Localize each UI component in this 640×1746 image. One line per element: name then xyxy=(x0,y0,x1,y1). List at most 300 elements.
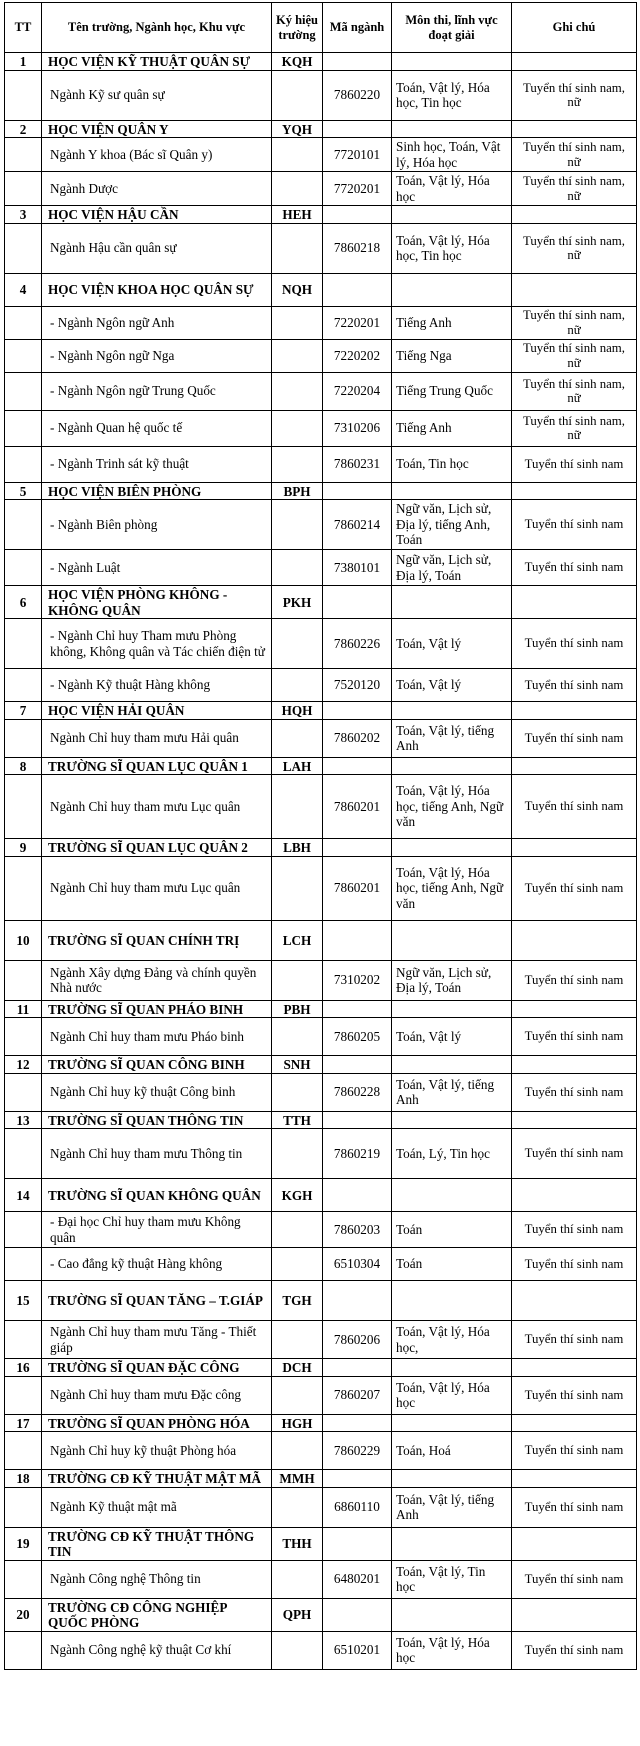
major-row xyxy=(5,1129,637,1179)
major-row xyxy=(5,306,637,339)
row-number: 5 xyxy=(5,482,42,500)
major-code xyxy=(323,757,392,775)
row-number xyxy=(5,619,42,669)
row-number xyxy=(5,856,42,920)
major-code: 7520120 xyxy=(323,669,392,702)
note: Tuyển thí sinh nam xyxy=(512,1376,637,1414)
subjects: Toán, Vật lý, Hóa học, tiếng Anh, Ngữ văn xyxy=(392,775,512,839)
row-number: 4 xyxy=(5,273,42,306)
note: Tuyển thí sinh nam, nữ xyxy=(512,70,637,120)
major-code: 6510201 xyxy=(323,1631,392,1669)
row-number: 20 xyxy=(5,1598,42,1631)
note xyxy=(512,920,637,960)
subjects: Ngữ văn, Lịch sử, Địa lý, Toán xyxy=(392,960,512,1000)
school-row xyxy=(5,482,637,500)
major-code: 7310206 xyxy=(323,410,392,446)
school-name: TRƯỜNG CĐ KỸ THUẬT THÔNG TIN xyxy=(42,1527,272,1560)
school-name: TRƯỜNG SĨ QUAN PHÁO BINH xyxy=(42,1000,272,1018)
subjects xyxy=(392,482,512,500)
major-code: 7860218 xyxy=(323,223,392,273)
subjects xyxy=(392,1414,512,1432)
major-name: Ngành Chỉ huy tham mưu Đặc công xyxy=(42,1376,272,1414)
note: Tuyển thí sinh nam, nữ xyxy=(512,223,637,273)
school-name: HỌC VIỆN QUÂN Y xyxy=(42,120,272,138)
major-code: 6860110 xyxy=(323,1487,392,1527)
major-row xyxy=(5,1018,637,1056)
major-row xyxy=(5,70,637,120)
note: Tuyển thí sinh nam xyxy=(512,1560,637,1598)
subjects xyxy=(392,206,512,224)
school-code: MMH xyxy=(272,1470,323,1488)
row-number: 10 xyxy=(5,920,42,960)
row-number: 12 xyxy=(5,1056,42,1074)
major-row xyxy=(5,138,637,172)
row-number xyxy=(5,550,42,586)
major-code: 7860201 xyxy=(323,856,392,920)
row-number: 3 xyxy=(5,206,42,224)
major-code xyxy=(323,1359,392,1377)
school-code: SNH xyxy=(272,1056,323,1074)
row-number: 1 xyxy=(5,53,42,71)
subjects: Toán, Vật lý xyxy=(392,619,512,669)
row-number: 18 xyxy=(5,1470,42,1488)
major-row xyxy=(5,1073,637,1111)
school-name: TRƯỜNG SĨ QUAN CHÍNH TRỊ xyxy=(42,920,272,960)
school-row xyxy=(5,1527,637,1560)
subjects xyxy=(392,1111,512,1129)
major-name: Ngành Chỉ huy tham mưu Tăng - Thiết giáp xyxy=(42,1321,272,1359)
major-code: 7860228 xyxy=(323,1073,392,1111)
major-name: Ngành Xây dựng Đảng và chính quyền Nhà nước xyxy=(42,960,272,1000)
school-name: HỌC VIỆN HẢI QUÂN xyxy=(42,702,272,720)
school-row xyxy=(5,120,637,138)
major-code xyxy=(323,53,392,71)
school-code: LCH xyxy=(272,920,323,960)
row-number xyxy=(5,70,42,120)
row-number xyxy=(5,1018,42,1056)
major-name: Ngành Chỉ huy kỹ thuật Công binh xyxy=(42,1073,272,1111)
row-number xyxy=(5,1212,42,1248)
school-code: THH xyxy=(272,1527,323,1560)
major-code xyxy=(323,839,392,857)
major-row xyxy=(5,775,637,839)
school-code: BPH xyxy=(272,482,323,500)
row-number xyxy=(5,1129,42,1179)
subjects: Ngữ văn, Lịch sử, Địa lý, Toán xyxy=(392,550,512,586)
major-name: - Ngành Quan hệ quốc tế xyxy=(42,410,272,446)
major-name: Ngành Chỉ huy tham mưu Hải quân xyxy=(42,719,272,757)
subjects: Tiếng Nga xyxy=(392,339,512,372)
major-code xyxy=(323,586,392,619)
major-row xyxy=(5,550,637,586)
school-name: TRƯỜNG SĨ QUAN PHÒNG HÓA xyxy=(42,1414,272,1432)
school-row xyxy=(5,1359,637,1377)
major-name: Ngành Chỉ huy kỹ thuật Phòng hóa xyxy=(42,1432,272,1470)
school-row xyxy=(5,53,637,71)
major-row xyxy=(5,1321,637,1359)
school-name: HỌC VIỆN KHOA HỌC QUÂN SỰ xyxy=(42,273,272,306)
subjects: Ngữ văn, Lịch sử, Địa lý, tiếng Anh, Toán xyxy=(392,500,512,550)
school-code xyxy=(272,372,323,410)
major-code: 7860207 xyxy=(323,1376,392,1414)
note xyxy=(512,1281,637,1321)
note xyxy=(512,586,637,619)
school-code: PBH xyxy=(272,1000,323,1018)
row-number: 11 xyxy=(5,1000,42,1018)
school-name: TRƯỜNG SĨ QUAN LỤC QUÂN 1 xyxy=(42,757,272,775)
row-number xyxy=(5,223,42,273)
note xyxy=(512,1598,637,1631)
major-code: 7860203 xyxy=(323,1212,392,1248)
note: Tuyển thí sinh nam xyxy=(512,960,637,1000)
table-body xyxy=(5,53,637,1670)
row-number xyxy=(5,1487,42,1527)
subjects: Tiếng Anh xyxy=(392,306,512,339)
note xyxy=(512,120,637,138)
subjects: Toán, Vật lý, Hóa học xyxy=(392,1376,512,1414)
school-code: HEH xyxy=(272,206,323,224)
note xyxy=(512,1056,637,1074)
row-number xyxy=(5,138,42,172)
subjects xyxy=(392,1359,512,1377)
school-code xyxy=(272,1018,323,1056)
school-name: HỌC VIỆN PHÒNG KHÔNG - KHÔNG QUÂN xyxy=(42,586,272,619)
subjects: Toán, Vật lý, Hóa học xyxy=(392,1631,512,1669)
note: Tuyển thí sinh nam xyxy=(512,1248,637,1281)
subjects xyxy=(392,1527,512,1560)
school-row xyxy=(5,839,637,857)
row-number: 9 xyxy=(5,839,42,857)
school-row xyxy=(5,1470,637,1488)
major-code xyxy=(323,1414,392,1432)
major-code: 7310202 xyxy=(323,960,392,1000)
school-name: TRƯỜNG CĐ KỸ THUẬT MẬT MÃ xyxy=(42,1470,272,1488)
row-number xyxy=(5,446,42,482)
major-code xyxy=(323,1000,392,1018)
document xyxy=(4,2,636,1670)
school-code xyxy=(272,619,323,669)
row-number: 17 xyxy=(5,1414,42,1432)
note xyxy=(512,53,637,71)
major-code xyxy=(323,1470,392,1488)
note xyxy=(512,1470,637,1488)
subjects: Toán, Vật lý, Hóa học, Tin học xyxy=(392,70,512,120)
school-code: HGH xyxy=(272,1414,323,1432)
major-name: Ngành Chỉ huy tham mưu Pháo binh xyxy=(42,1018,272,1056)
row-number xyxy=(5,775,42,839)
row-number: 7 xyxy=(5,702,42,720)
note xyxy=(512,1359,637,1377)
subjects: Tiếng Anh xyxy=(392,410,512,446)
major-row xyxy=(5,1560,637,1598)
school-code xyxy=(272,339,323,372)
major-name: Ngành Công nghệ Thông tin xyxy=(42,1560,272,1598)
major-row xyxy=(5,446,637,482)
major-name: - Ngành Luật xyxy=(42,550,272,586)
school-name: TRƯỜNG SĨ QUAN ĐẶC CÔNG xyxy=(42,1359,272,1377)
header-code: Ký hiệu trường xyxy=(272,3,323,53)
row-number: 16 xyxy=(5,1359,42,1377)
subjects xyxy=(392,1179,512,1212)
subjects: Toán xyxy=(392,1212,512,1248)
subjects: Toán, Vật lý, Hóa học, tiếng Anh, Ngữ văn xyxy=(392,856,512,920)
major-code: 7720201 xyxy=(323,172,392,206)
major-code: 6510304 xyxy=(323,1248,392,1281)
school-code: HQH xyxy=(272,702,323,720)
major-name: Ngành Chỉ huy tham mưu Lục quân xyxy=(42,856,272,920)
major-code xyxy=(323,120,392,138)
major-row xyxy=(5,669,637,702)
row-number xyxy=(5,1560,42,1598)
row-number xyxy=(5,172,42,206)
note xyxy=(512,206,637,224)
subjects: Tiếng Trung Quốc xyxy=(392,372,512,410)
subjects xyxy=(392,1470,512,1488)
subjects: Sinh học, Toán, Vật lý, Hóa học xyxy=(392,138,512,172)
subjects xyxy=(392,839,512,857)
major-name: - Ngành Chỉ huy Tham mưu Phòng không, Không quân và Tác chiến điện tử xyxy=(42,619,272,669)
major-name: - Cao đẳng kỹ thuật Hàng không xyxy=(42,1248,272,1281)
note: Tuyển thí sinh nam xyxy=(512,550,637,586)
row-number xyxy=(5,669,42,702)
note: Tuyển thí sinh nam xyxy=(512,719,637,757)
major-code: 7220201 xyxy=(323,306,392,339)
note: Tuyển thí sinh nam xyxy=(512,1073,637,1111)
major-row xyxy=(5,856,637,920)
major-name: - Ngành Biên phòng xyxy=(42,500,272,550)
school-code: KQH xyxy=(272,53,323,71)
row-number xyxy=(5,1248,42,1281)
row-number xyxy=(5,306,42,339)
major-code xyxy=(323,482,392,500)
school-name: TRƯỜNG SĨ QUAN THÔNG TIN xyxy=(42,1111,272,1129)
note: Tuyển thí sinh nam xyxy=(512,1432,637,1470)
note: Tuyển thí sinh nam, nữ xyxy=(512,138,637,172)
subjects: Toán, Vật lý xyxy=(392,1018,512,1056)
row-number: 8 xyxy=(5,757,42,775)
subjects: Toán, Vật lý, tiếng Anh xyxy=(392,719,512,757)
note: Tuyển thí sinh nam xyxy=(512,1487,637,1527)
major-code: 7860214 xyxy=(323,500,392,550)
note xyxy=(512,1179,637,1212)
note: Tuyển thí sinh nam xyxy=(512,856,637,920)
major-code: 7860219 xyxy=(323,1129,392,1179)
major-name: - Ngành Kỹ thuật Hàng không xyxy=(42,669,272,702)
school-code xyxy=(272,172,323,206)
major-code xyxy=(323,206,392,224)
header-name: Tên trường, Ngành học, Khu vực xyxy=(42,3,272,53)
school-code xyxy=(272,500,323,550)
school-code xyxy=(272,1129,323,1179)
school-row xyxy=(5,702,637,720)
major-code: 6480201 xyxy=(323,1560,392,1598)
major-name: Ngành Hậu cần quân sự xyxy=(42,223,272,273)
major-name: - Ngành Ngôn ngữ Nga xyxy=(42,339,272,372)
school-name: HỌC VIỆN KỸ THUẬT QUÂN SỰ xyxy=(42,53,272,71)
major-row xyxy=(5,960,637,1000)
major-code: 7860220 xyxy=(323,70,392,120)
major-code: 7860202 xyxy=(323,719,392,757)
row-number xyxy=(5,410,42,446)
note: Tuyển thí sinh nam xyxy=(512,1631,637,1669)
note: Tuyển thí sinh nam, nữ xyxy=(512,410,637,446)
major-row xyxy=(5,1376,637,1414)
major-code: 7220202 xyxy=(323,339,392,372)
major-code xyxy=(323,1179,392,1212)
row-number: 14 xyxy=(5,1179,42,1212)
note: Tuyển thí sinh nam xyxy=(512,1321,637,1359)
school-code: YQH xyxy=(272,120,323,138)
school-code xyxy=(272,410,323,446)
major-row xyxy=(5,223,637,273)
subjects: Toán xyxy=(392,1248,512,1281)
note xyxy=(512,1111,637,1129)
major-row xyxy=(5,500,637,550)
school-code xyxy=(272,1073,323,1111)
school-code: NQH xyxy=(272,273,323,306)
school-code: LAH xyxy=(272,757,323,775)
major-code xyxy=(323,273,392,306)
admission-table xyxy=(4,2,637,1670)
major-code: 7220204 xyxy=(323,372,392,410)
school-code xyxy=(272,1248,323,1281)
note xyxy=(512,1527,637,1560)
school-row xyxy=(5,1056,637,1074)
subjects: Toán, Vật lý, Hóa học, Tin học xyxy=(392,223,512,273)
note: Tuyển thí sinh nam, nữ xyxy=(512,306,637,339)
school-code xyxy=(272,856,323,920)
school-row xyxy=(5,920,637,960)
subjects: Toán, Vật lý xyxy=(392,669,512,702)
major-name: Ngành Kỹ thuật mật mã xyxy=(42,1487,272,1527)
subjects: Toán, Vật lý, Hóa học, xyxy=(392,1321,512,1359)
subjects: Toán, Vật lý, Tin học xyxy=(392,1560,512,1598)
header-row xyxy=(5,3,637,53)
note: Tuyển thí sinh nam xyxy=(512,446,637,482)
school-row xyxy=(5,757,637,775)
note xyxy=(512,1000,637,1018)
major-name: - Đại học Chỉ huy tham mưu Không quân xyxy=(42,1212,272,1248)
major-code xyxy=(323,920,392,960)
note: Tuyển thí sinh nam, nữ xyxy=(512,372,637,410)
school-row xyxy=(5,586,637,619)
school-row xyxy=(5,1414,637,1432)
header-note: Ghi chú xyxy=(512,3,637,53)
row-number xyxy=(5,372,42,410)
subjects xyxy=(392,702,512,720)
major-code xyxy=(323,1598,392,1631)
note: Tuyển thí sinh nam xyxy=(512,669,637,702)
note xyxy=(512,757,637,775)
school-row xyxy=(5,1179,637,1212)
school-code xyxy=(272,669,323,702)
major-row xyxy=(5,719,637,757)
school-name: TRƯỜNG SĨ QUAN CÔNG BINH xyxy=(42,1056,272,1074)
major-name: Ngành Công nghệ kỹ thuật Cơ khí xyxy=(42,1631,272,1669)
row-number xyxy=(5,960,42,1000)
school-code xyxy=(272,223,323,273)
major-code: 7860226 xyxy=(323,619,392,669)
school-name: HỌC VIỆN HẬU CẦN xyxy=(42,206,272,224)
row-number xyxy=(5,719,42,757)
major-name: Ngành Kỹ sư quân sự xyxy=(42,70,272,120)
note xyxy=(512,273,637,306)
note: Tuyển thí sinh nam xyxy=(512,1018,637,1056)
school-code: TGH xyxy=(272,1281,323,1321)
school-name: TRƯỜNG SĨ QUAN KHÔNG QUÂN xyxy=(42,1179,272,1212)
subjects xyxy=(392,53,512,71)
note xyxy=(512,702,637,720)
school-code xyxy=(272,138,323,172)
major-code: 7720101 xyxy=(323,138,392,172)
school-row xyxy=(5,1281,637,1321)
subjects xyxy=(392,273,512,306)
major-code: 7860201 xyxy=(323,775,392,839)
header-tt: TT xyxy=(5,3,42,53)
row-number xyxy=(5,1073,42,1111)
row-number xyxy=(5,339,42,372)
major-name: Ngành Chỉ huy tham mưu Lục quân xyxy=(42,775,272,839)
major-row xyxy=(5,372,637,410)
major-row xyxy=(5,1487,637,1527)
subjects: Toán, Vật lý, tiếng Anh xyxy=(392,1073,512,1111)
row-number: 2 xyxy=(5,120,42,138)
note xyxy=(512,839,637,857)
school-code: PKH xyxy=(272,586,323,619)
major-code xyxy=(323,1056,392,1074)
major-row xyxy=(5,1248,637,1281)
major-row xyxy=(5,1631,637,1669)
row-number xyxy=(5,1432,42,1470)
note: Tuyển thí sinh nam xyxy=(512,775,637,839)
note: Tuyển thí sinh nam, nữ xyxy=(512,172,637,206)
note: Tuyển thí sinh nam, nữ xyxy=(512,339,637,372)
major-code xyxy=(323,1111,392,1129)
school-code xyxy=(272,70,323,120)
school-row xyxy=(5,1111,637,1129)
subjects xyxy=(392,920,512,960)
major-row xyxy=(5,339,637,372)
note xyxy=(512,482,637,500)
school-code: LBH xyxy=(272,839,323,857)
school-code: QPH xyxy=(272,1598,323,1631)
major-name: - Ngành Ngôn ngữ Anh xyxy=(42,306,272,339)
school-row xyxy=(5,273,637,306)
row-number: 13 xyxy=(5,1111,42,1129)
school-code xyxy=(272,775,323,839)
school-name: TRƯỜNG CĐ CÔNG NGHIỆP QUỐC PHÒNG xyxy=(42,1598,272,1631)
major-row xyxy=(5,619,637,669)
school-code: TTH xyxy=(272,1111,323,1129)
subjects xyxy=(392,120,512,138)
school-row xyxy=(5,1000,637,1018)
note xyxy=(512,1414,637,1432)
note: Tuyển thí sinh nam xyxy=(512,1212,637,1248)
row-number xyxy=(5,500,42,550)
note: Tuyển thí sinh nam xyxy=(512,500,637,550)
school-code xyxy=(272,446,323,482)
subjects xyxy=(392,1056,512,1074)
major-row xyxy=(5,172,637,206)
school-code xyxy=(272,960,323,1000)
major-code: 7380101 xyxy=(323,550,392,586)
school-code xyxy=(272,1487,323,1527)
school-code: DCH xyxy=(272,1359,323,1377)
subjects xyxy=(392,1000,512,1018)
subjects: Toán, Vật lý, tiếng Anh xyxy=(392,1487,512,1527)
note: Tuyển thí sinh nam xyxy=(512,1129,637,1179)
school-code xyxy=(272,1321,323,1359)
